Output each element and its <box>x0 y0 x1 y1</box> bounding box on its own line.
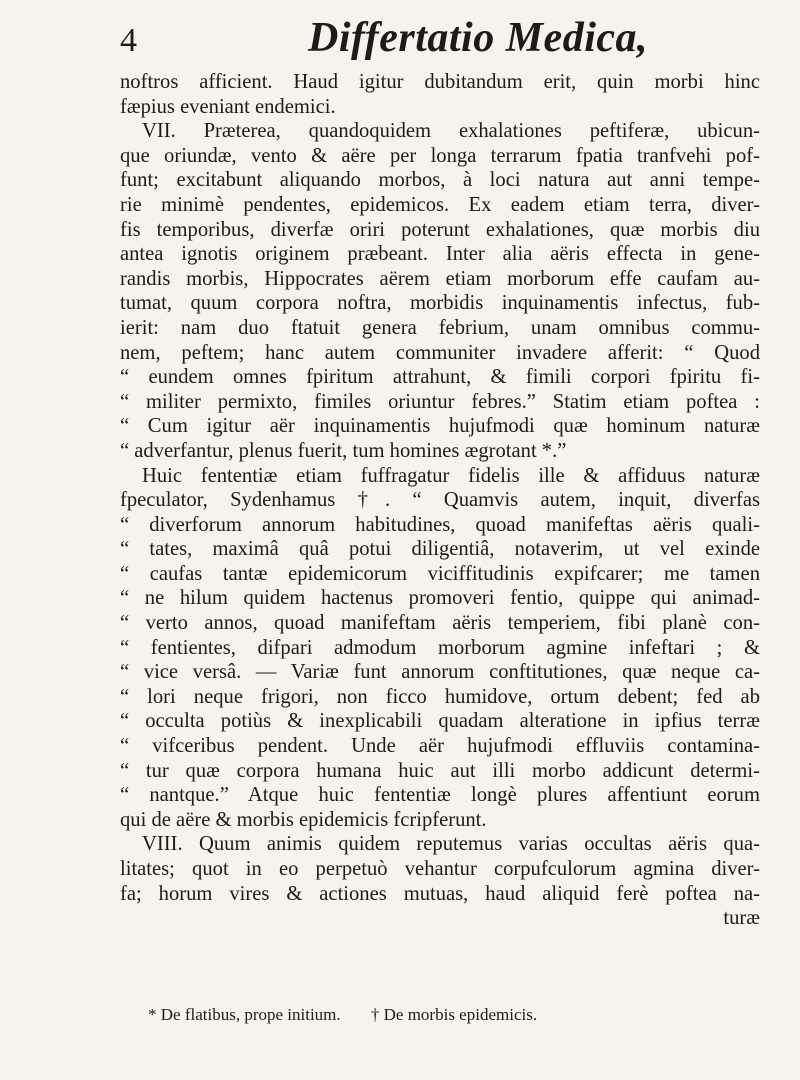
page-header <box>0 12 800 68</box>
text-line: “ ne hilum quidem hactenus promoveri fentio, quippe qui animad- <box>120 587 760 610</box>
text-line: “ eundem omnes fpiritum attrahunt, & fimili corpori fpiritu fi- <box>120 366 760 389</box>
text-line: que oriundæ, vento & aëre per longa terrarum fpatia tranfvehi pof- <box>120 144 760 167</box>
text-line: ierit: nam duo ftatuit genera febrium, unam omnibus commu- <box>120 316 760 339</box>
text-line: “ tur quæ corpora humana huic aut illi morbo addicunt determi- <box>120 759 760 782</box>
text-line: VII. Præterea, quandoquidem exhalationes peftiferæ, ubicun- <box>142 120 760 143</box>
text-line: funt; excitabunt aliquando morbos, à loci natura aut anni tempe- <box>120 169 760 192</box>
text-line: litates; quot in eo perpetuò vehantur corpufculorum agmina diver- <box>120 858 760 880</box>
text-line: “ verto annos, quoad manifeftam aëris temperiem, fibi planè con- <box>120 612 760 635</box>
footnote: * De flatibus, prope initium. <box>148 1005 341 1024</box>
text-line: “ Cum igitur aër inquinamentis hujufmodi quæ hominum naturæ <box>120 415 760 438</box>
text-line: “ occulta potiùs & inexplicabili quadam alteratione in ipfius terræ <box>120 710 760 733</box>
text-line: fa; horum vires & actiones mutuas, haud aliquid ferè poftea na- <box>120 882 760 905</box>
text-line: Huic fententiæ etiam fuffragatur fidelis ille & affiduus naturæ <box>142 464 760 487</box>
footnote: † De morbis epidemicis. <box>370 1005 538 1024</box>
text-line: tumat, quum corpora noftra, morbidis inquinamentis infectus, fub- <box>120 292 760 315</box>
text-line: fæpius eveniant endemici. <box>120 95 336 118</box>
text-line: “ caufas tantæ epidemicorum viciffitudinis expifcarer; me tamen <box>120 562 760 585</box>
text-line: “ vice versâ. — Variæ funt annorum conftitutiones, quæ neque ca- <box>120 661 760 684</box>
text-line: “ tates, maximâ quâ potui diligentiâ, notaverim, ut vel exinde <box>120 538 760 561</box>
text-line: “ lori neque frigori, non ficco humidove, ortum debent; fed ab <box>120 685 760 708</box>
text-line: fis temporibus, diverfæ oriri poterunt exhalationes, quæ morbis diu <box>120 218 760 241</box>
page-number: 4 <box>120 22 137 59</box>
text-line: “ diverforum annorum habitudines, quoad manifeftas aëris quali- <box>120 513 760 536</box>
text-line: “ fentientes, difpari admodum morborum agmine infeftari ; & <box>120 636 760 659</box>
text-line: fpeculator, Sydenhamus †. “ Quamvis autem, inquit, diverfas <box>120 489 760 512</box>
text-line: nem, peftem; hanc autem communiter invadere afferit: “ Quod <box>120 341 760 364</box>
text-line: “ adverfantur, plenus fuerit, tum homines ægrotant *.” <box>120 439 567 462</box>
body-text <box>120 70 760 931</box>
text-line: “ nantque.” Atque huic fententiæ longè plures affentiunt eorum <box>120 784 760 807</box>
text-line: VIII. Quum animis quidem reputemus varias occultas aëris qua- <box>142 833 760 856</box>
text-line: qui de aëre & morbis epidemicis fcripferunt. <box>120 808 487 831</box>
footnotes <box>148 1005 563 1025</box>
text-line: “ militer permixto, fimiles oriuntur febres.” Statim etiam poftea : <box>120 390 760 413</box>
text-line: antea ignotis originem præbeant. Inter alia aëris effecta in gene- <box>120 243 760 266</box>
text-line: “ vifceribus pendent. Unde aër hujufmodi effluviis contamina- <box>120 735 760 758</box>
catchword: turæ <box>723 907 760 930</box>
text-line: randis morbis, Hippocrates aërem etiam morborum effe caufam au- <box>120 267 760 290</box>
text-line: noftros afficient. Haud igitur dubitandum erit, quin morbi hinc <box>120 71 760 93</box>
text-line: rie minimè pendentes, epidemicos. Ex eadem etiam terra, diver- <box>120 193 760 216</box>
running-head: Differtatio Medica, <box>308 15 649 61</box>
